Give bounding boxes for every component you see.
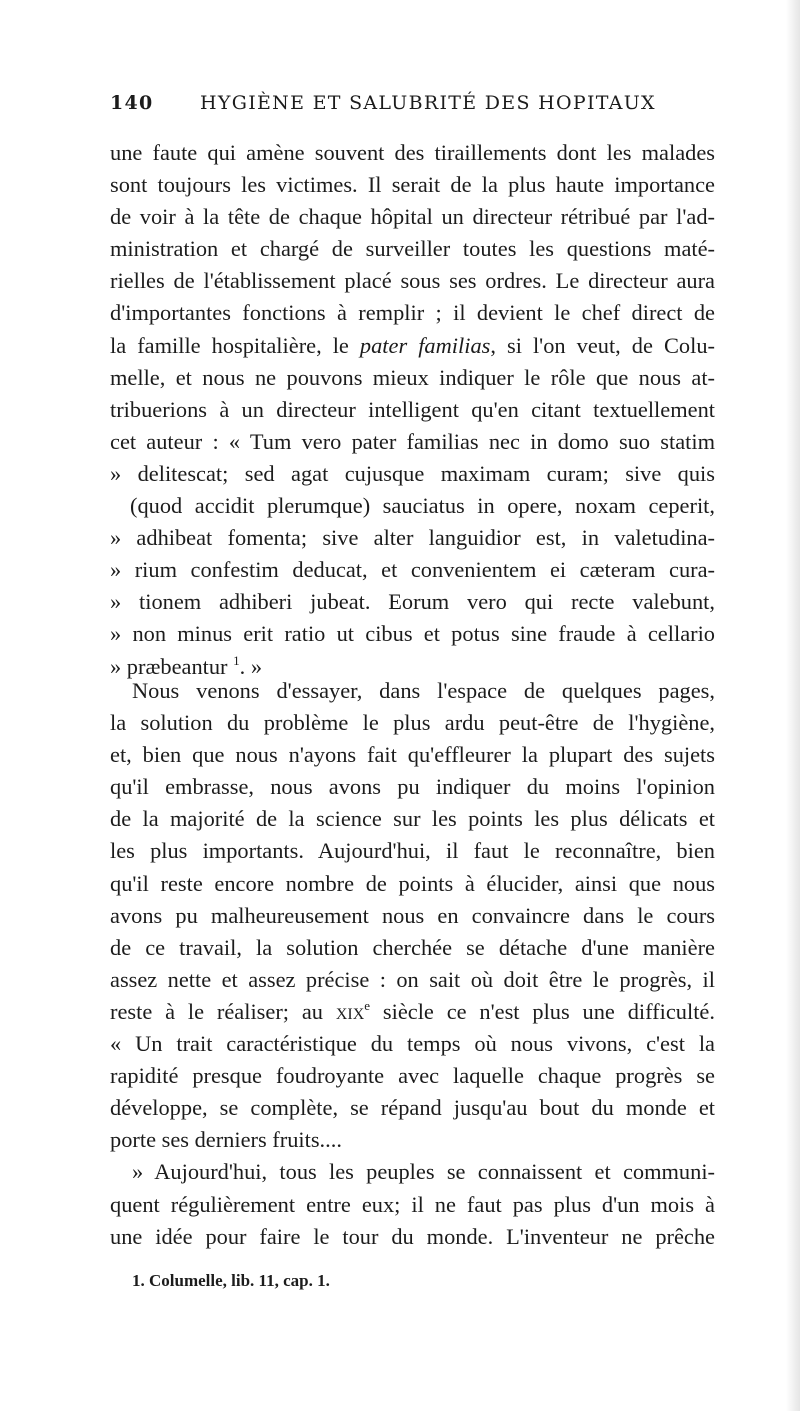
text-line: les plus importants. Aujourd'hui, il faut le reconnaître, bien	[110, 838, 715, 864]
text-line: melle, et nous ne pouvons mieux indiquer le rôle que nous at-	[110, 364, 715, 390]
text-line: une faute qui amène souvent des tiraillements dont les malades	[110, 140, 715, 165]
text-line: rapidité presque foudroyante avec laquelle chaque progrès se	[110, 1063, 715, 1089]
ordinal-superscript: e	[364, 997, 371, 1013]
text-line: porte ses derniers fruits....	[110, 1127, 342, 1153]
text-line: Nous venons d'essayer, dans l'espace de quelques pages,	[132, 678, 715, 703]
running-title: HYGIÈNE ET SALUBRITÉ DES HOPITAUX	[200, 92, 656, 114]
quote-line: » delitescat; sed agat cujusque maximam curam; sive quis	[110, 460, 715, 486]
text-line: cet auteur : « Tum vero pater familias nec in domo suo statim	[110, 428, 715, 454]
text-line: quent régulièrement entre eux; il ne faut pas plus d'un mois à	[110, 1191, 715, 1217]
page-number: 140	[110, 92, 154, 114]
text-run: . »	[239, 653, 263, 679]
paragraph-columelle	[110, 137, 715, 683]
text-line: qu'il embrasse, nous avons pu indiquer du moins l'opinion	[110, 774, 715, 800]
text-line: qu'il reste encore nombre de points à élucider, ainsi que nous	[110, 870, 715, 896]
text-run: la famille hospitalière, le	[110, 332, 349, 358]
text-line: de la majorité de la science sur les points les plus délicats et	[110, 806, 715, 832]
footnote: 1. Columelle, lib. 11, cap. 1.	[132, 1271, 330, 1290]
quote-line: (quod accidit plerumque) sauciatus in opere, noxam ceperit,	[130, 493, 715, 519]
text-line: avons pu malheureusement nous en convaincre dans le cours	[110, 902, 715, 928]
quote-line: » adhibeat fomenta; sive alter languidior est, in valetudina-	[110, 525, 715, 551]
text-line: ministration et chargé de surveiller toutes les questions maté-	[110, 236, 715, 262]
text-line: » Aujourd'hui, tous les peuples se connaissent et communi-	[132, 1159, 715, 1185]
text-line-with-century	[110, 996, 715, 1028]
quote-line: » tionem adhiberi jubeat. Eorum vero qui recte valebunt,	[110, 589, 715, 615]
text-line: assez nette et assez précise : on sait où doit être le progrès, il	[110, 966, 715, 992]
page-header	[110, 92, 680, 122]
text-line: d'importantes fonctions à remplir ; il devient le chef direct de	[110, 300, 715, 326]
century-numeral: xix	[335, 998, 365, 1024]
text-line: « Un trait caractéristique du temps où nous vivons, c'est la	[110, 1031, 715, 1057]
text-line-with-italic	[110, 330, 715, 362]
paragraph-conclusion	[110, 675, 715, 1253]
text-line: sont toujours les victimes. Il serait de la plus haute importance	[110, 172, 715, 198]
quote-line: » non minus erit ratio ut cibus et potus sine fraude à cellario	[110, 621, 715, 647]
text-run: siècle ce n'est plus une difficulté.	[382, 998, 715, 1024]
text-line: de ce travail, la solution cherchée se détache d'une manière	[110, 934, 715, 960]
text-line: et, bien que nous n'ayons fait qu'effleurer la plupart des sujets	[110, 742, 715, 768]
italic-term: pater familias	[359, 332, 491, 358]
footnote-marker: 1	[233, 652, 240, 668]
text-line: une idée pour faire le tour du monde. L'inventeur ne prêche	[110, 1223, 715, 1249]
text-line: rielles de l'établissement placé sous ses ordres. Le directeur aura	[110, 268, 715, 294]
text-run: , si l'on veut, de Colu-	[490, 332, 715, 358]
text-line: de voir à la tête de chaque hôpital un directeur rétribué par l'ad-	[110, 204, 715, 230]
text-line: la solution du problème le plus ardu peut-être de l'hygiène,	[110, 710, 715, 736]
text-line: développe, se complète, se répand jusqu'au bout du monde et	[110, 1095, 715, 1121]
quote-line: » rium confestim deducat, et convenientem ei cæteram cura-	[110, 557, 715, 583]
text-line: tribuerions à un directeur intelligent qu'en citant textuellement	[110, 396, 715, 422]
text-run: » præbeantur	[110, 653, 228, 679]
page-edge-shadow	[786, 0, 800, 1411]
text-run: reste à le réaliser; au	[110, 998, 323, 1024]
